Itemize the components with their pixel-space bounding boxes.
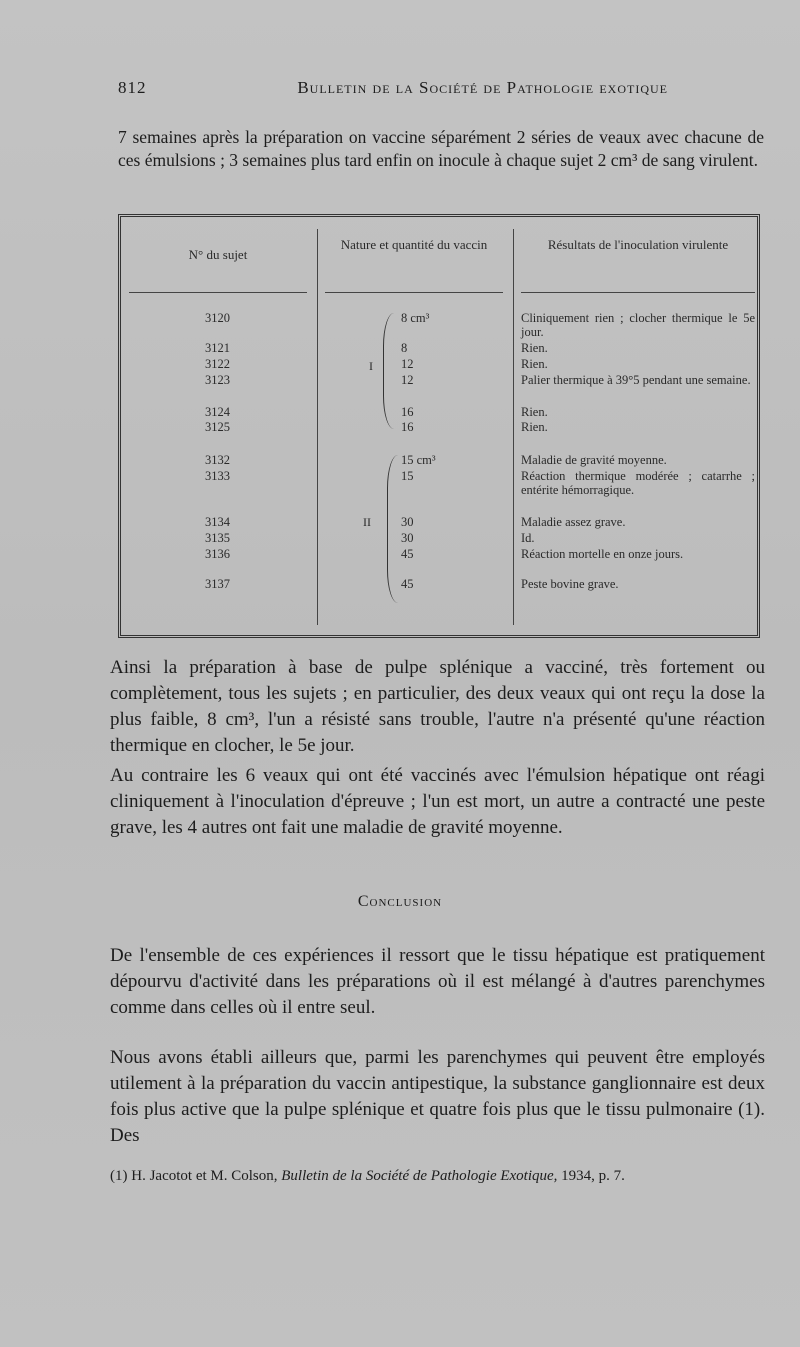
- section-title: Conclusion: [357, 893, 443, 910]
- header-rule: [325, 292, 503, 293]
- vaccin-dose: 30: [401, 515, 414, 529]
- results-table: [118, 214, 760, 638]
- column-divider: [513, 229, 514, 625]
- sujet-number: 3137: [205, 577, 230, 591]
- footnote-ref: 1934, p. 7.: [561, 1168, 625, 1184]
- result-text: Id.: [521, 531, 535, 545]
- vaccin-dose: 8 cm³: [401, 311, 430, 325]
- paragraph: Ainsi la préparation à base de pulpe splénique a vacciné, très fortement ou complètement, tous les sujets ; en particulier, des deux veaux qui ont reçu la dose la plus faible, 8 cm³, l'un a résisté sans trouble, l'autre n'a présenté qu'une réaction thermique en clocher, le 5e jour.: [110, 657, 765, 756]
- vaccin-dose: 15: [401, 469, 414, 483]
- sujet-number: 3134: [205, 515, 230, 529]
- footnote-authors: H. Jacotot et M. Colson,: [131, 1168, 278, 1184]
- sujet-number: 3132: [205, 453, 230, 467]
- group-label-ii: II: [363, 515, 371, 529]
- header-resultats: Résultats de l'inoculation virulente: [547, 237, 729, 252]
- group-bracket-ii: [387, 455, 398, 603]
- sujet-number: 3135: [205, 531, 230, 545]
- sujet-number: 3123: [205, 373, 230, 387]
- sujet-number: 3133: [205, 469, 230, 483]
- sujet-number: 3124: [205, 405, 230, 419]
- result-text: Rien.: [521, 405, 548, 419]
- footnote-marker: (1): [110, 1168, 128, 1184]
- sujet-number: 3125: [205, 420, 230, 434]
- vaccin-dose: 45: [401, 547, 414, 561]
- vaccin-dose: 15 cm³: [401, 453, 436, 467]
- footnote: [110, 1165, 765, 1187]
- journal-title: Bulletin de la Société de Pathologie exotique: [297, 78, 668, 97]
- header-rule: [129, 292, 307, 293]
- vaccin-dose: 16: [401, 420, 414, 434]
- result-text: Réaction mortelle en onze jours.: [521, 547, 684, 561]
- sujet-number: 3136: [205, 547, 230, 561]
- header-vaccin: Nature et quantité du vaccin: [340, 237, 488, 252]
- header-sujet: N° du sujet: [188, 247, 248, 262]
- vaccin-dose: 45: [401, 577, 414, 591]
- result-text: Maladie assez grave.: [521, 515, 626, 529]
- column-divider: [317, 229, 318, 625]
- result-text: Réaction thermique modérée ; catarrhe ; entérite hémorragique.: [521, 469, 755, 497]
- header-rule: [521, 292, 755, 293]
- running-header: [118, 78, 758, 98]
- vaccin-dose: 30: [401, 531, 414, 545]
- sujet-number: 3120: [205, 311, 230, 325]
- paragraph: Nous avons établi ailleurs que, parmi les parenchymes qui peuvent être employés utilement à la préparation du vaccin antipestique, la substance ganglionnaire est deux fois plus active que la pulpe splénique et quatre fois plus que le tissu pulmonaire (1). Des: [110, 1047, 765, 1146]
- result-text: Cliniquement rien ; clocher thermique le 5e jour.: [521, 311, 755, 339]
- result-text: Rien.: [521, 357, 548, 371]
- intro-paragraph: 7 semaines après la préparation on vaccine séparément 2 séries de veaux avec chacune de ces émulsions ; 3 semaines plus tard enfin on inocule à chaque sujet 2 cm³ de sang virulent.: [118, 127, 764, 170]
- vaccin-dose: 8: [401, 341, 408, 355]
- result-text: Palier thermique à 39°5 pendant une semaine.: [521, 373, 751, 387]
- group-bracket-i: [383, 313, 394, 429]
- group-label-i: I: [369, 359, 373, 373]
- vaccin-dose: 12: [401, 357, 414, 371]
- paragraph: De l'ensemble de ces expériences il ressort que le tissu hépatique est pratiquement dépourvu d'activité dans les préparations où il est mélangé à d'autres parenchymes comme dans celles où il entre seul.: [110, 945, 765, 1018]
- footnote-journal: Bulletin de la Société de Pathologie Exotique,: [281, 1168, 558, 1184]
- page-number: 812: [118, 78, 147, 97]
- paragraph: Au contraire les 6 veaux qui ont été vaccinés avec l'émulsion hépatique ont réagi cliniquement à l'inoculation d'épreuve ; l'un est mort, un autre a contracté une peste grave, les 4 autres ont fait une maladie de gravité moyenne.: [110, 765, 765, 838]
- result-text: Rien.: [521, 420, 548, 434]
- sujet-number: 3121: [205, 341, 230, 355]
- vaccin-dose: 16: [401, 405, 414, 419]
- result-text: Peste bovine grave.: [521, 577, 619, 591]
- sujet-number: 3122: [205, 357, 230, 371]
- result-text: Maladie de gravité moyenne.: [521, 453, 667, 467]
- result-text: Rien.: [521, 341, 548, 355]
- vaccin-dose: 12: [401, 373, 414, 387]
